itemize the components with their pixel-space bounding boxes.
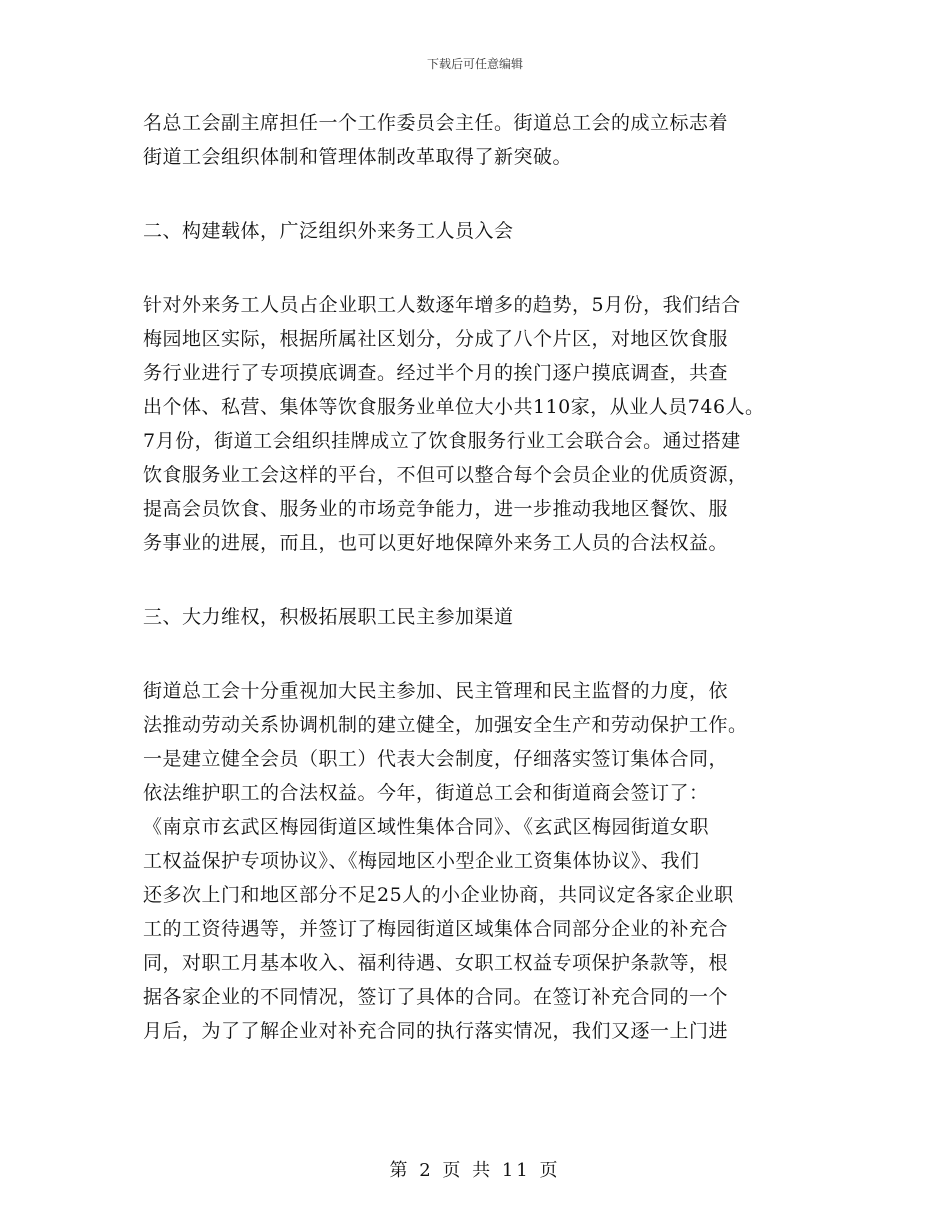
paragraph-line: 工的工资待遇等，并签订了梅园街道区域集体合同部分企业的补充合 (143, 918, 729, 940)
document-body (143, 106, 833, 1048)
paragraph-line: 街道工会组织体制和管理体制改革取得了新突破。 (143, 146, 573, 168)
section-heading: 三、大力维权，积极拓展职工民主参加渠道 (143, 606, 514, 628)
paragraph-line: 街道总工会十分重视加大民主参加、民主管理和民主监督的力度，依 (143, 680, 729, 702)
paragraph-line: 同，对职工月基本收入、福利待遇、女职工权益专项保护条款等，根 (143, 952, 729, 974)
paragraph-line: 7月份，街道工会组织挂牌成立了饮食服务行业工会联合会。通过搭建 (143, 430, 741, 452)
section-heading: 二、构建载体，广泛组织外来务工人员入会 (143, 220, 514, 242)
paragraph-line: 法推动劳动关系协调机制的建立健全，加强安全生产和劳动保护工作。 (143, 714, 748, 736)
paragraph-line: 据各家企业的不同情况，签订了具体的合同。在签订补充合同的一个 (143, 986, 729, 1008)
page-header: 下载后可任意编辑 (426, 57, 523, 71)
paragraph-line: 提高会员饮食、服务业的市场竞争能力，进一步推动我地区餐饮、服 (143, 498, 729, 520)
paragraph-line: 务事业的进展，而且，也可以更好地保障外来务工人员的合法权益。 (143, 532, 729, 554)
paragraph-line: 务行业进行了专项摸底调查。经过半个月的挨门逐户摸底调查，共查 (143, 362, 729, 384)
paragraph-line: 月后，为了了解企业对补充合同的执行落实情况，我们又逐一上门进 (143, 1020, 729, 1042)
paragraph-line: 工权益保护专项协议》、《梅园地区小型企业工资集体协议》、我们 (143, 850, 700, 872)
paragraph-line: 一是建立健全会员（职工）代表大会制度，仔细落实签订集体合同， (143, 748, 729, 770)
paragraph-line: 《南京市玄武区梅园街道区域性集体合同》、《玄武区梅园街道女职 (143, 816, 710, 838)
paragraph-line: 名总工会副主席担任一个工作委员会主任。街道总工会的成立标志着 (143, 112, 729, 134)
paragraph-line: 还多次上门和地区部分不足25人的小企业协商，共同议定各家企业职 (143, 884, 734, 906)
paragraph-line: 依法维护职工的合法权益。今年，街道总工会和街道商会签订了： (143, 782, 709, 804)
paragraph-line: 出个体、私营、集体等饮食服务业单位大小共110家，从业人员746人。 (143, 396, 765, 418)
paragraph-line: 饮食服务业工会这样的平台，不但可以整合每个会员企业的优质资源， (143, 464, 748, 486)
page-number: 第 2 页 共 11 页 (389, 1160, 561, 1181)
paragraph-line: 针对外来务工人员占企业职工人数逐年增多的趋势，5月份，我们结合 (143, 294, 741, 316)
paragraph-line: 梅园地区实际，根据所属社区划分，分成了八个片区，对地区饮食服 (143, 328, 729, 350)
